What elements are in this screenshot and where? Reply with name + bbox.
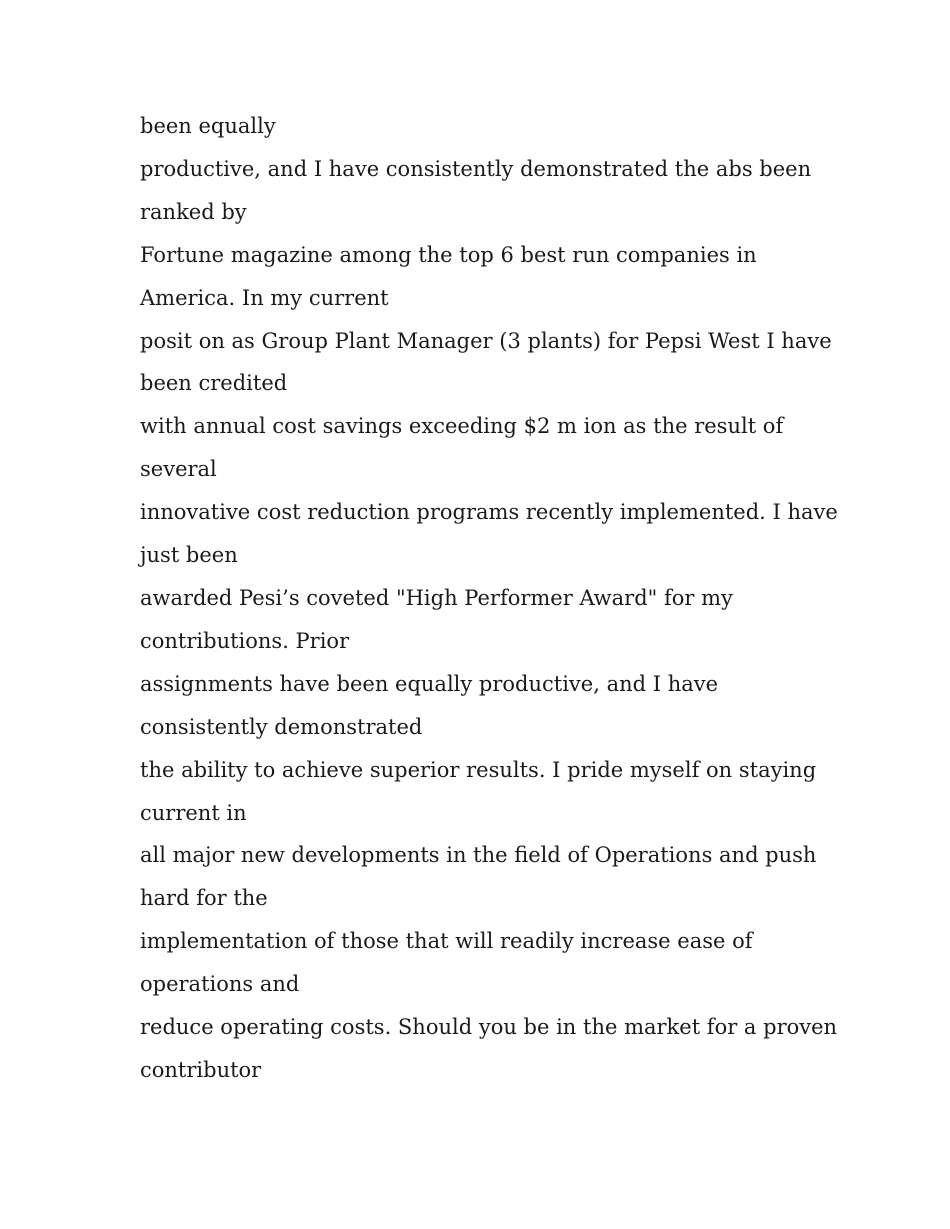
text-line: implementation of those that will readily increase ease of [140,929,753,954]
text-line: operations and [140,972,300,997]
text-line: productive, and I have consistently demonstrated the abs been [140,156,812,181]
text-line: current in [140,800,247,825]
text-line: awarded Pesi’s coveted "High Performer Award" for my [140,585,733,610]
body-text [140,105,840,1092]
text-line: America. In my current [140,285,389,310]
text-line: hard for the [140,886,268,911]
text-line: assignments have been equally productive, and I have [140,671,719,696]
text-line: been credited [140,371,288,396]
text-line: ranked by [140,199,247,224]
text-line: the ability to achieve superior results. I pride myself on staying [140,757,817,782]
text-line: reduce operating costs. Should you be in the market for a proven [140,1015,838,1040]
text-line: with annual cost savings exceeding $2 m ion as the result of [140,414,784,439]
text-line: consistently demonstrated [140,714,423,739]
text-line: several [140,457,217,482]
text-line: innovative cost reduction programs recently implemented. I have [140,500,838,525]
text-line: just been [140,543,238,568]
text-line: contributions. Prior [140,628,350,653]
text-line: all major new developments in the field of Operations and push [140,843,817,868]
text-line: contributor [140,1057,262,1082]
text-line: posit on as Group Plant Manager (3 plants) for Pepsi West I have [140,328,832,353]
text-line: Fortune magazine among the top 6 best run companies in [140,242,757,267]
text-line: been equally [140,114,276,138]
